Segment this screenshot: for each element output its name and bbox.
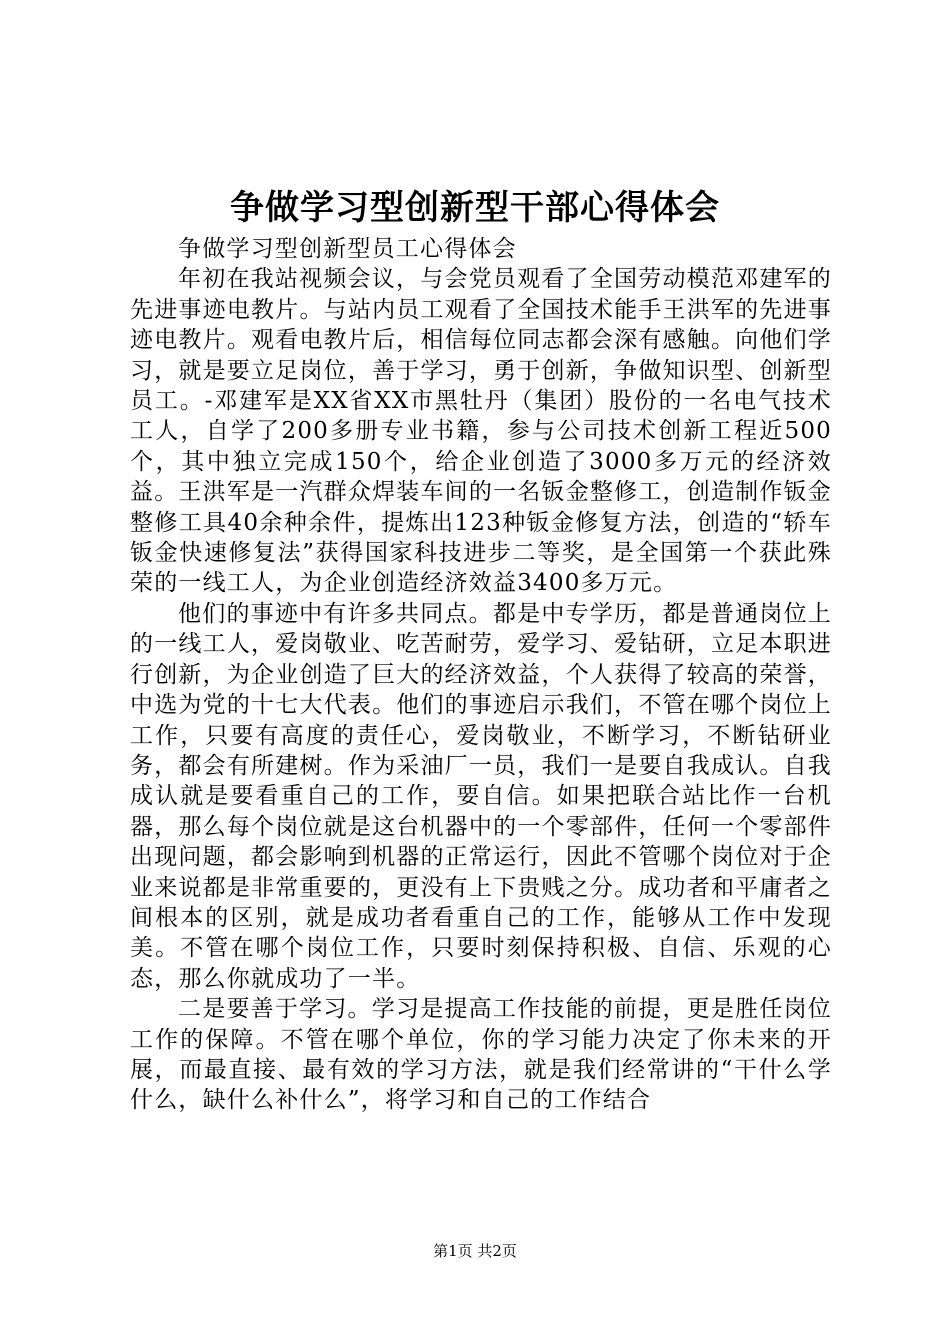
paragraph: 二是要善于学习。学习是提高工作技能的前提，更是胜任岗位工作的保障。不管在哪个单位，你的学习能力决定了你未来的开展，而最直接、最有效的学习方法，就是我们经常讲的“干什么学什么，缺什么补什么”，将学习和自己的工作结合 [130, 996, 832, 1114]
paragraph: 年初在我站视频会议，与会党员观看了全国劳动模范邓建军的先进事迹电教片。与站内员工观看了全国技术能手王洪军的先进事迹电教片。观看电教片后，相信每位同志都会深有感触。向他们学习，就是要立足岗位，善于学习，勇于创新，争做知识型、创新型员工。-邓建军是XX省XX市黑牡丹（集团）股份的一名电气技术工人，自学了200多册专业书籍，参与公司技术创新工程近500个，其中独立完成150个，给企业创造了3000多万元的经济效益。王洪军是一汽群众焊装车间的一名钣金整修工，创造制作钣金整修工具40余种余件，提炼出123种钣金修复方法，创造的“轿车钣金快速修复法”获得国家科技进步二等奖，是全国第一个获此殊荣的一线工人，为企业创造经济效益3400多万元。 [130, 266, 832, 597]
paragraph: 他们的事迹中有许多共同点。都是中专学历，都是普通岗位上的一线工人，爱岗敬业、吃苦耐劳，爱学习、爱钻研，立足本职进行创新，为企业创造了巨大的经济效益，个人获得了较高的荣誉，中选为党的十七大代表。他们的事迹启示我们，不管在哪个岗位上工作，只要有高度的责任心，爱岗敬业，不断学习，不断钻研业务，都会有所建树。作为采油厂一员，我们一是要自我成认。自我成认就是要看重自己的工作，要自信。如果把联合站比作一台机器，那么每个岗位就是这台机器中的一个零部件，任何一个零部件出现问题，都会影响到机器的正常运行，因此不管哪个岗位对于企业来说都是非常重要的，更没有上下贵贱之分。成功者和平庸者之间根本的区别，就是成功者看重自己的工作，能够从工作中发现美。不管在哪个岗位工作，只要时刻保持积极、自信、乐观的心态，那么你就成功了一半。 [130, 600, 832, 992]
document-body [130, 234, 832, 1116]
paragraph-subtitle: 争做学习型创新型员工心得体会 [178, 236, 517, 262]
page-number-footer: 第1页 共2页 [433, 1242, 517, 1260]
document-title: 争做学习型创新型干部心得体会 [230, 188, 720, 228]
